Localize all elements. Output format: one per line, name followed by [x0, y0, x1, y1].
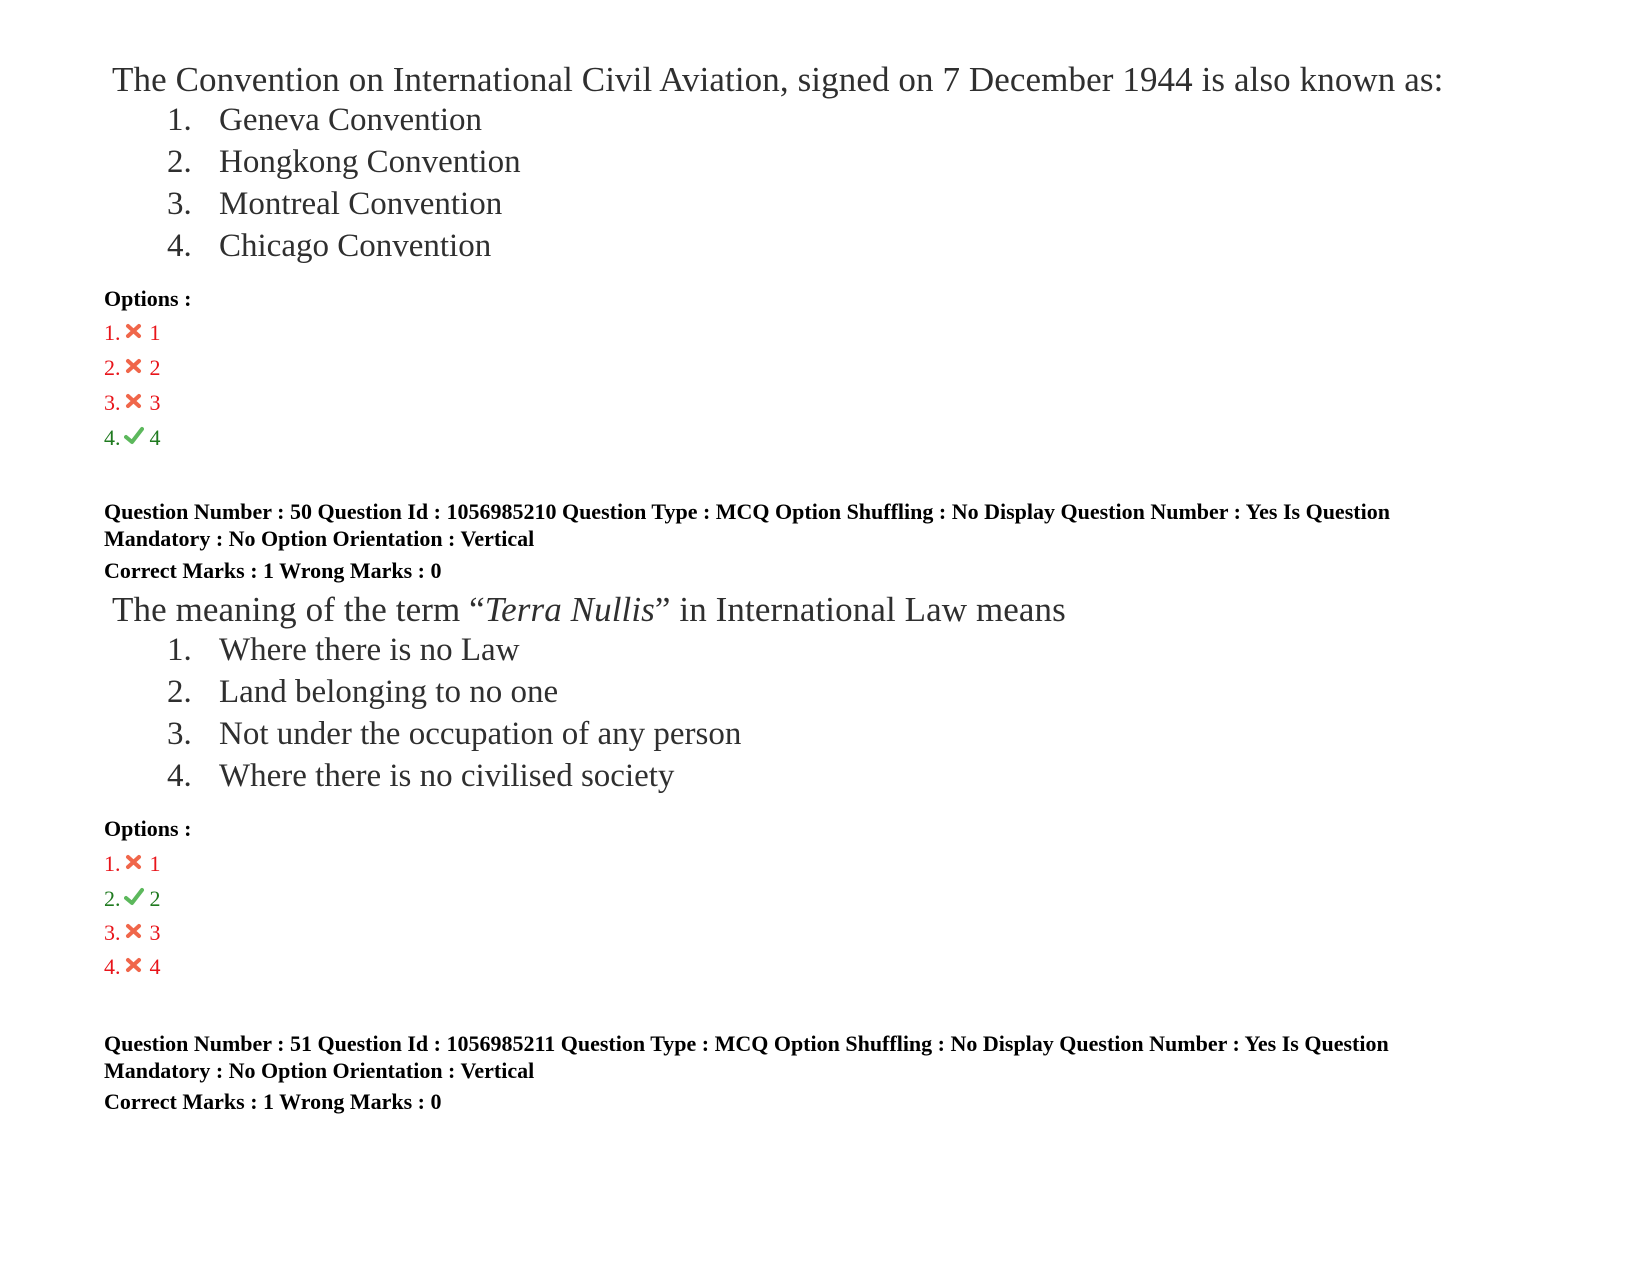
question-meta-line: Mandatory : No Option Orientation : Vertical — [104, 1058, 535, 1083]
option-value: 2 — [149, 355, 161, 380]
option-value: 4 — [149, 954, 161, 979]
option-row — [104, 954, 161, 980]
question-marks: Correct Marks : 1 Wrong Marks : 0 — [104, 558, 442, 583]
cross-icon — [124, 955, 144, 975]
choice-number: 3. — [167, 716, 192, 752]
cross-icon — [124, 921, 144, 941]
option-value: 1 — [149, 320, 161, 345]
option-value: 3 — [149, 920, 161, 945]
choice-text: Geneva Convention — [219, 102, 483, 138]
choice-text: Hongkong Convention — [219, 144, 521, 180]
question-meta-line: Mandatory : No Option Orientation : Vertical — [104, 526, 535, 551]
choice-number: 2. — [167, 144, 192, 180]
stem-text: The meaning of the term “ — [112, 590, 485, 629]
option-index: 3. — [104, 390, 121, 415]
option-index: 4. — [104, 954, 121, 979]
choice-text: Where there is no Law — [219, 632, 520, 668]
option-row — [104, 851, 161, 877]
choice-number: 4. — [167, 228, 192, 264]
question-meta-line: Question Number : 50 Question Id : 1056985210 Question Type : MCQ Option Shuffling : No Display Question Number : Yes Is Question — [104, 499, 1390, 524]
option-value: 1 — [149, 851, 161, 876]
question-meta — [104, 1030, 1389, 1084]
stem-italic-term: Terra Nullis — [484, 590, 655, 629]
cross-icon — [124, 391, 144, 411]
question-marks: Correct Marks : 1 Wrong Marks : 0 — [104, 1089, 442, 1114]
option-row — [104, 355, 161, 381]
choice-number: 4. — [167, 758, 192, 794]
question-stem — [112, 590, 1066, 630]
choice-number: 2. — [167, 674, 192, 710]
choice-number: 1. — [167, 632, 192, 668]
choice-text: Not under the occupation of any person — [219, 716, 742, 752]
cross-icon — [124, 356, 144, 376]
question-meta-line: Question Number : 51 Question Id : 1056985211 Question Type : MCQ Option Shuffling : No Display Question Number : Yes Is Question — [104, 1031, 1389, 1056]
question-stem: The Convention on International Civil Aviation, signed on 7 December 1944 is also known as: — [112, 60, 1444, 99]
choice-text: Montreal Convention — [219, 186, 503, 222]
choice-text: Land belonging to no one — [219, 674, 559, 710]
choice-number: 3. — [167, 186, 192, 222]
option-value: 4 — [149, 425, 161, 450]
question-meta — [104, 498, 1390, 552]
choice-text: Chicago Convention — [219, 228, 492, 264]
stem-text: ” in International Law means — [654, 590, 1066, 629]
choice-number: 1. — [167, 102, 192, 138]
option-row — [104, 425, 161, 451]
option-index: 2. — [104, 355, 121, 380]
check-icon — [124, 426, 144, 446]
choice-text: Where there is no civilised society — [219, 758, 675, 794]
option-index: 1. — [104, 320, 121, 345]
option-row — [104, 886, 161, 912]
option-index: 2. — [104, 886, 121, 911]
option-row — [104, 320, 161, 346]
cross-icon — [124, 852, 144, 872]
option-row — [104, 390, 161, 416]
option-index: 4. — [104, 425, 121, 450]
option-value: 3 — [149, 390, 161, 415]
options-heading: Options : — [104, 816, 192, 841]
cross-icon — [124, 321, 144, 341]
option-value: 2 — [149, 886, 161, 911]
options-heading: Options : — [104, 286, 192, 311]
check-icon — [124, 887, 144, 907]
option-index: 3. — [104, 920, 121, 945]
option-index: 1. — [104, 851, 121, 876]
option-row — [104, 920, 161, 946]
